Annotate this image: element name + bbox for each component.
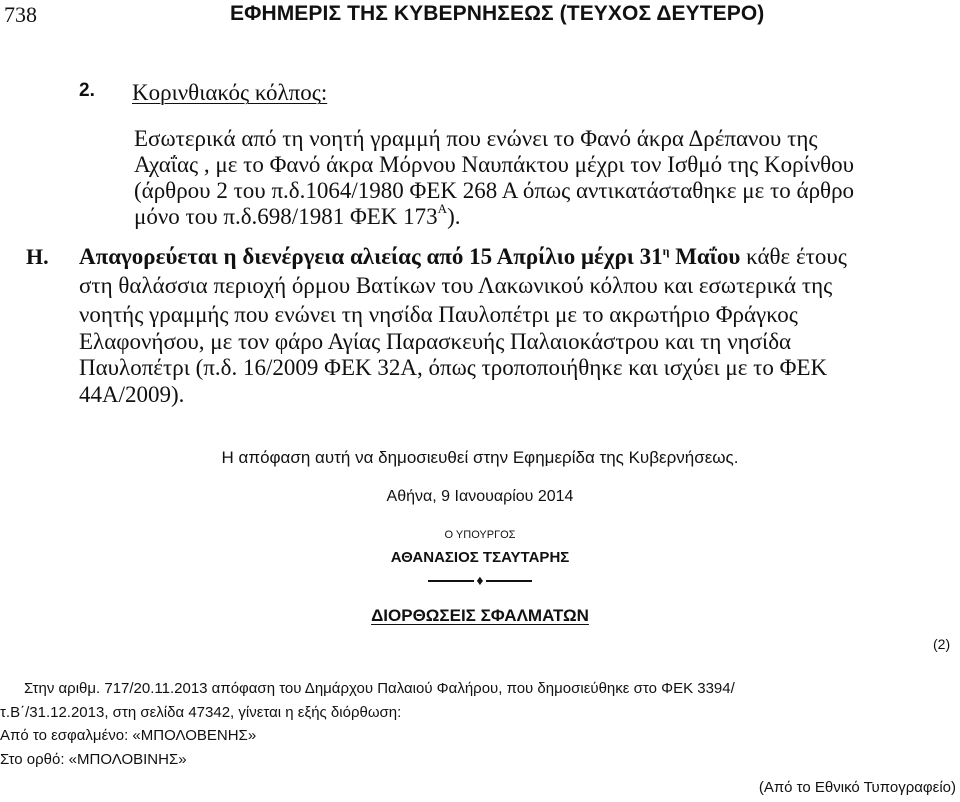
item-2-line-text: μόνο του π.δ.698/1981 ΦΕΚ 173 — [134, 204, 438, 229]
item-2-line: (άρθρου 2 του π.δ.1064/1980 ΦΕΚ 268 Α όπως αντικατάσταθηκε με το άρθρο — [134, 178, 855, 203]
item-label: Η. — [26, 244, 49, 269]
item-h-bold-text: Απαγορεύεται η διενέργεια αλιείας από 15 Απρίλιο μέχρι 31 — [79, 244, 663, 269]
item-title: Κορινθιακός κόλπος: — [132, 80, 328, 105]
divider-line-left — [428, 580, 474, 582]
page-number: 738 — [4, 2, 37, 27]
item-h-line: στη θαλάσσια περιοχή όρμου Βατίκων του Λακωνικού κόλπου και εσωτερικά της — [79, 273, 833, 298]
errata-line: Από το εσφαλμένο: «ΜΠΟΛΟΒΕΝΗΣ» — [0, 727, 257, 744]
item-h-line-rest: κάθε έτους — [740, 244, 847, 269]
running-title: ΕΦΗΜΕΡΙΣ ΤΗΣ ΚΥΒΕΡΝΗΣΕΩΣ (ΤΕΥΧΟΣ ΔΕΥΤΕΡΟ) — [230, 2, 765, 25]
diamond-icon: ♦ — [476, 572, 484, 588]
item-2-line-end: ). — [447, 204, 461, 229]
errata-number: (2) — [933, 636, 951, 652]
superscript: η — [662, 244, 670, 258]
item-h-line: Παυλοπέτρι (π.δ. 16/2009 ΦΕΚ 32Α, όπως τροποποιήθηκε και ισχύει με το ΦΕΚ — [79, 355, 828, 380]
source-note: (Από το Εθνικό Τυπογραφείο) — [758, 779, 956, 796]
errata-line: Στην αριθμ. 717/20.11.2013 απόφαση του Δημάρχου Παλαιού Φαλήρου, που δημοσιεύθηκε στο ΦΕΚ 3394/ — [24, 680, 735, 697]
item-h-line — [79, 244, 847, 270]
item-h-line: νοητής γραμμής που ενώνει τη νησίδα Παυλοπέτρι με το ακρωτήριο Φράγκος — [79, 302, 798, 327]
item-number: 2. — [79, 80, 95, 101]
item-2-line — [134, 201, 461, 230]
item-h-line: 44Α/2009). — [79, 382, 185, 407]
item-2-line: Εσωτερικά από τη νοητή γραμμή που ενώνει το Φανό άκρα Δρέπανου της — [134, 126, 818, 151]
item-2-line: Αχαΐας , με το Φανό άκρα Μόρνου Ναυπάκτου μέχρι τον Ισθμό της Κορίνθου — [134, 152, 855, 177]
errata-line: τ.Β΄/31.12.2013, στη σελίδα 47342, γίνεται η εξής διόρθωση: — [0, 704, 402, 721]
item-h-line: Ελαφονήσου, με τον φάρο Αγίας Παρασκευής Παλαιοκάστρου και τη νησίδα — [79, 329, 792, 354]
place-date: Αθήνα, 9 Ιανουαρίου 2014 — [386, 488, 574, 505]
item-h-bold-end: Μαΐου — [669, 244, 741, 269]
minister-name: ΑΘΑΝΑΣΙΟΣ ΤΣΑΥΤΑΡΗΣ — [390, 549, 570, 566]
errata-line: Στο ορθό: «ΜΠΟΛΟΒΙΝΗΣ» — [0, 751, 187, 768]
errata-heading: ΔΙΟΡΘΩΣΕΙΣ ΣΦΑΛΜΑΤΩΝ — [371, 606, 589, 625]
publication-order: Η απόφαση αυτή να δημοσιευθεί στην Εφημερίδα της Κυβερνήσεως. — [221, 448, 739, 467]
divider-line-right — [486, 580, 532, 582]
superscript: Α — [437, 201, 448, 216]
minister-title: Ο ΥΠΟΥΡΓΟΣ — [444, 529, 516, 541]
